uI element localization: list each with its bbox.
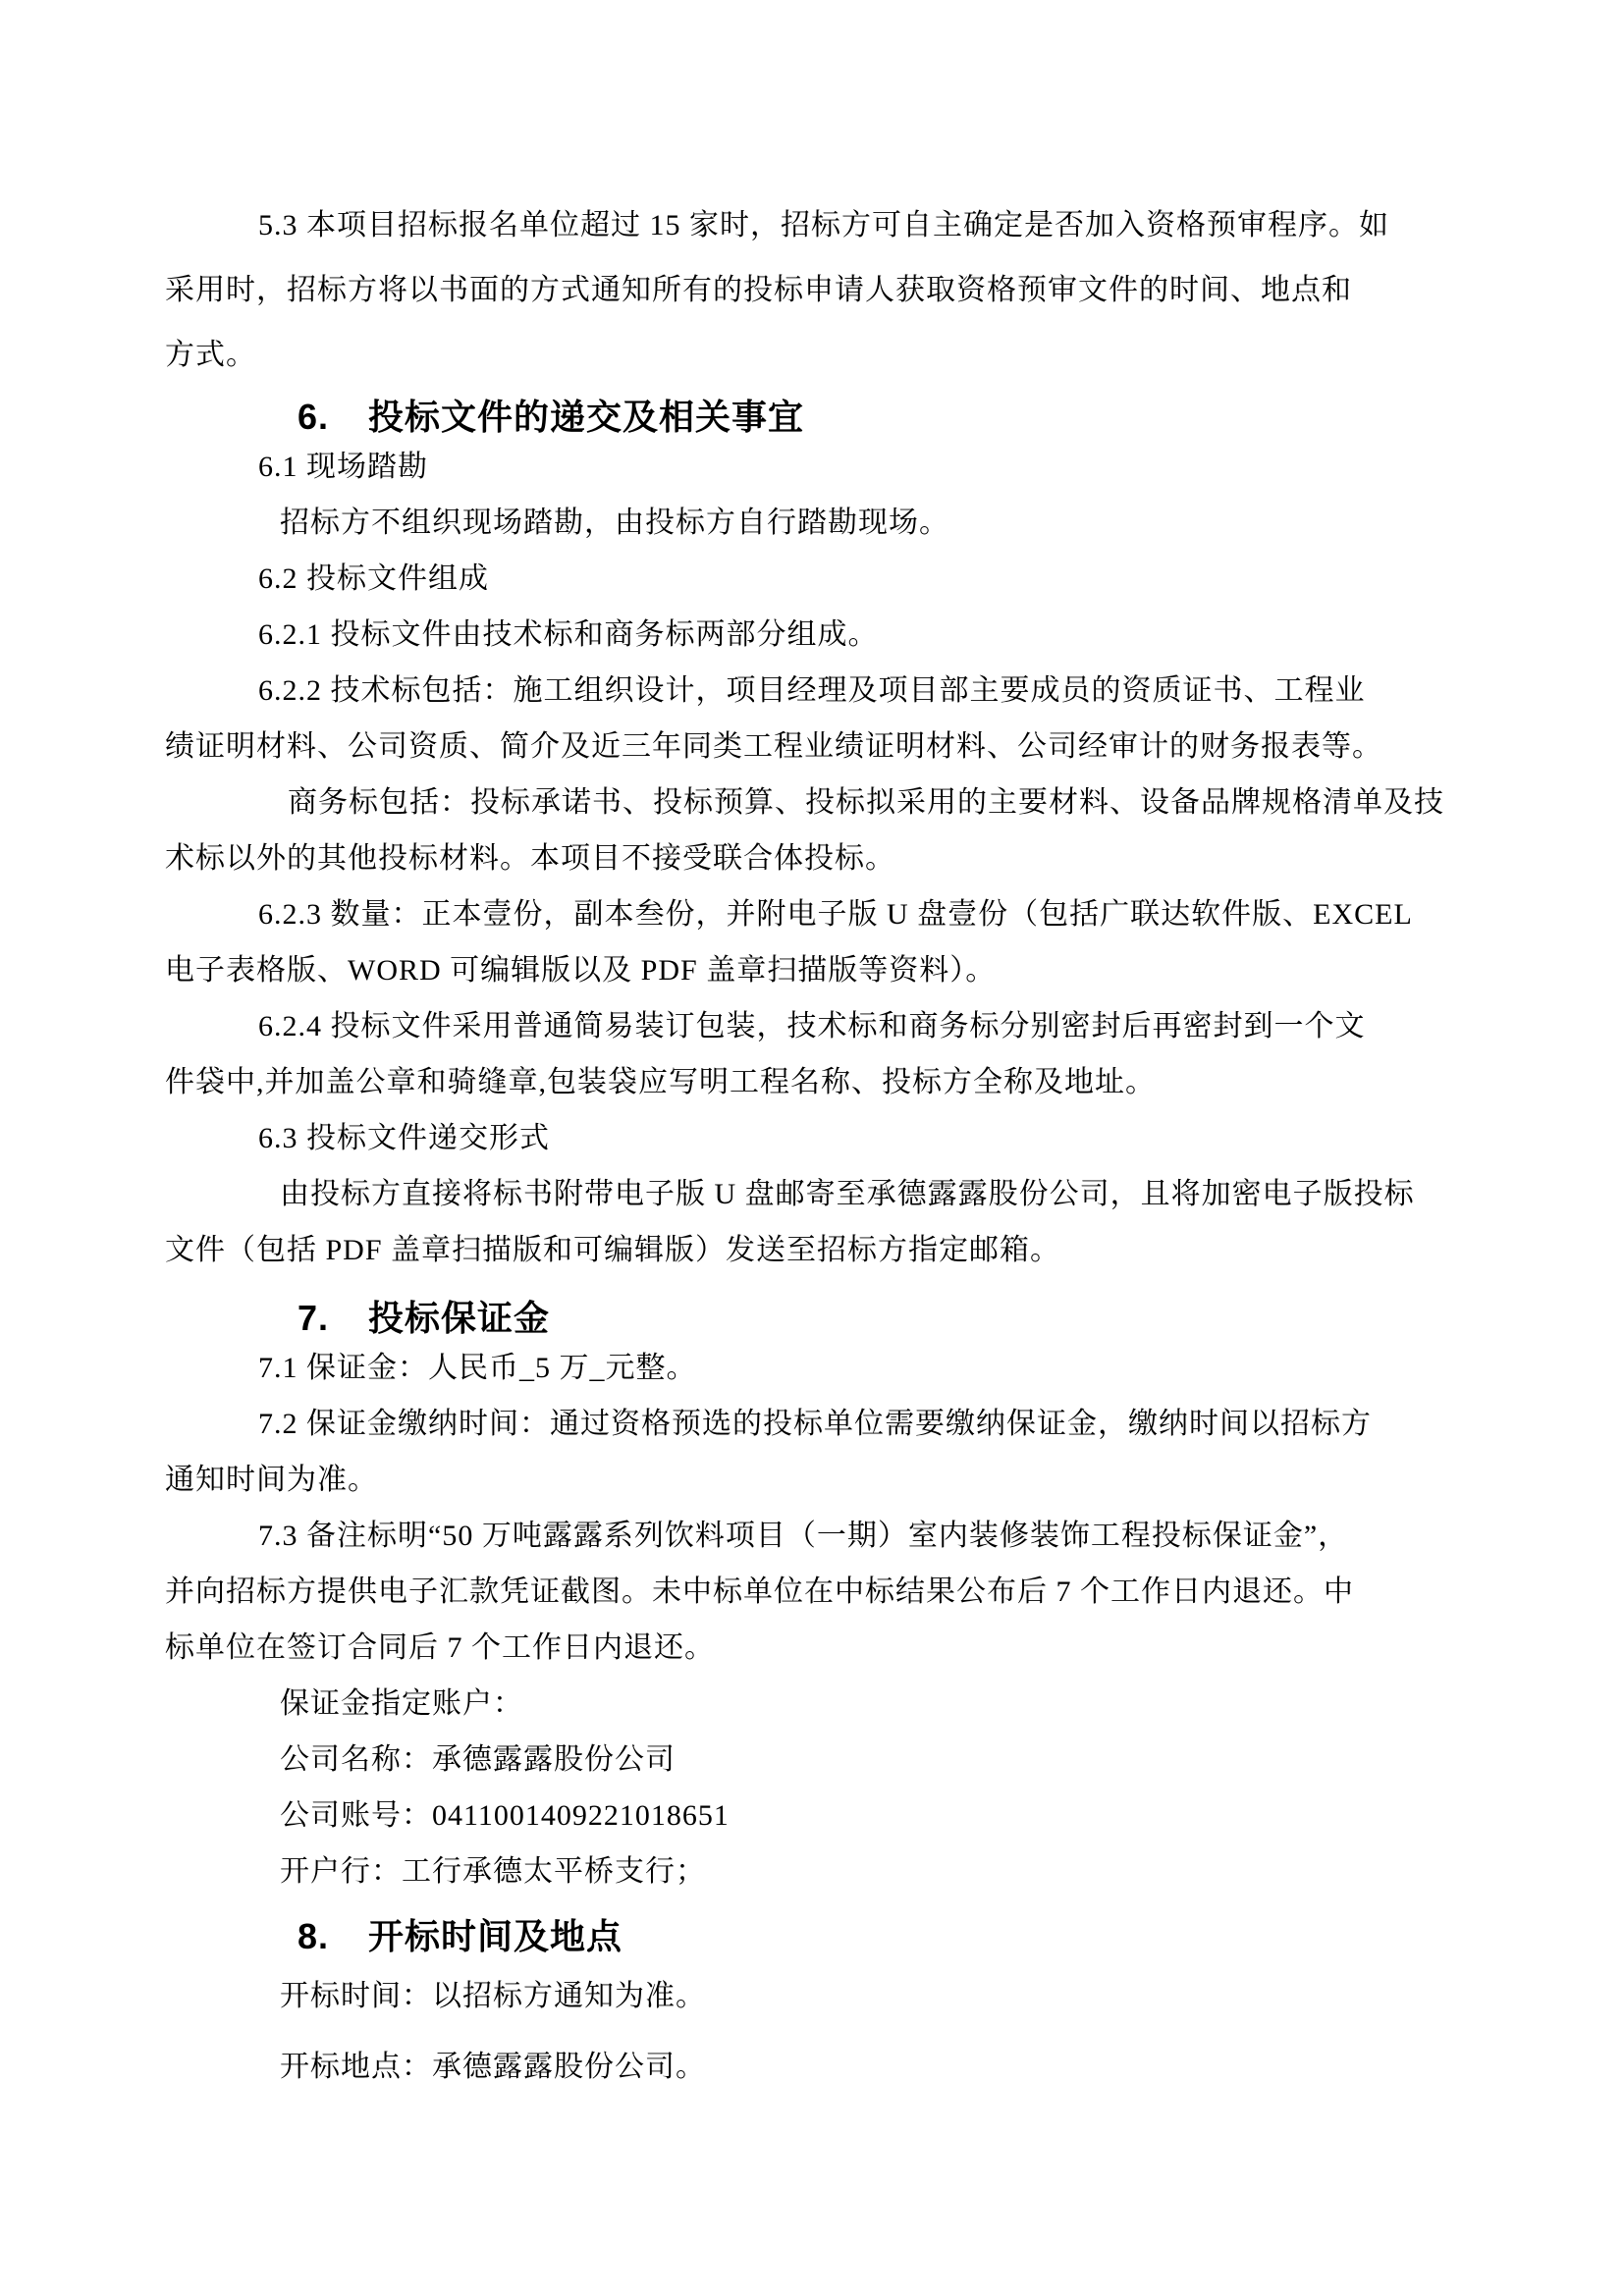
- section-heading-8: [165, 1915, 1487, 1958]
- text-line: 6.3 投标文件递交形式: [258, 1122, 550, 1154]
- paragraph-p53: [165, 193, 1487, 388]
- text-line: 通知时间为准。: [165, 1464, 378, 1496]
- text-line: 绩证明材料、公司资质、简介及近三年同类工程业绩证明材料、公司经审计的财务报表等。: [165, 730, 1382, 763]
- section-number: 6.: [298, 397, 330, 437]
- paragraph-s7: [165, 1340, 1487, 1899]
- text-line: 7.3 备注标明“50 万吨露露系列饮料项目（一期）室内装修装饰工程投标保证金”，: [258, 1520, 1349, 1552]
- text-line: 公司名称：承德露露股份公司: [280, 1743, 676, 1776]
- section-title: 投标保证金: [368, 1298, 551, 1338]
- section-heading-7: [165, 1297, 1487, 1340]
- text-line: 保证金指定账户：: [280, 1687, 523, 1720]
- text-line: 7.2 保证金缴纳时间：通过资格预选的投标单位需要缴纳保证金，缴纳时间以招标方: [258, 1408, 1372, 1440]
- text-line: 采用时，招标方将以书面的方式通知所有的投标申请人获取资格预审文件的时间、地点和: [165, 274, 1352, 306]
- section-number: 7.: [298, 1298, 330, 1338]
- text-line: 公司账号：0411001409221018651: [280, 1799, 730, 1832]
- text-line: 6.2.2 技术标包括：施工组织设计，项目经理及项目部主要成员的资质证书、工程业: [258, 674, 1366, 707]
- section-heading-6: [165, 396, 1487, 439]
- text-line: 商务标包括：投标承诺书、投标预算、投标拟采用的主要材料、设备品牌规格清单及技: [288, 786, 1444, 819]
- text-line: 并向招标方提供电子汇款凭证截图。未中标单位在中标结果公布后 7 个工作日内退还。中: [165, 1575, 1354, 1608]
- text-line: 术标以外的其他投标材料。本项目不接受联合体投标。: [165, 842, 895, 875]
- section-title: 开标时间及地点: [368, 1916, 623, 1956]
- text-line: 标单位在签订合同后 7 个工作日内退还。: [165, 1631, 715, 1664]
- text-line: 开标时间：以招标方通知为准。: [280, 1980, 706, 2012]
- section-title: 投标文件的递交及相关事宜: [368, 397, 805, 437]
- text-line: 电子表格版、WORD 可编辑版以及 PDF 盖章扫描版等资料）。: [165, 954, 997, 987]
- paragraph-s8a: [165, 1968, 1487, 2024]
- section-number: 8.: [298, 1916, 330, 1956]
- text-line: 5.3 本项目招标报名单位超过 15 家时，招标方可自主确定是否加入资格预审程序。如: [258, 209, 1389, 241]
- text-line: 文件（包括 PDF 盖章扫描版和可编辑版）发送至招标方指定邮箱。: [165, 1234, 1061, 1266]
- text-line: 由投标方直接将标书附带电子版 U 盘邮寄至承德露露股份公司，且将加密电子版投标: [280, 1178, 1415, 1210]
- paragraph-s8b: [165, 2039, 1487, 2095]
- text-line: 件袋中,并加盖公章和骑缝章,包装袋应写明工程名称、投标方全称及地址。: [165, 1066, 1156, 1098]
- text-line: 方式。: [165, 339, 256, 371]
- text-line: 6.2.1 投标文件由技术标和商务标两部分组成。: [258, 618, 879, 651]
- paragraph-s6: [165, 439, 1487, 1278]
- text-line: 7.1 保证金：人民币_5 万_元整。: [258, 1352, 697, 1384]
- text-line: 6.2 投标文件组成: [258, 562, 489, 595]
- text-line: 6.1 现场踏勘: [258, 451, 428, 483]
- text-line: 开标地点：承德露露股份公司。: [280, 2051, 706, 2083]
- text-line: 招标方不组织现场踏勘，由投标方自行踏勘现场。: [280, 507, 949, 539]
- text-line: 6.2.3 数量：正本壹份，副本叁份，并附电子版 U 盘壹份（包括广联达软件版、EXCEL: [258, 898, 1413, 931]
- text-line: 开户行：工行承德太平桥支行；: [280, 1855, 706, 1888]
- text-line: 6.2.4 投标文件采用普通简易装订包装，技术标和商务标分别密封后再密封到一个文: [258, 1010, 1366, 1042]
